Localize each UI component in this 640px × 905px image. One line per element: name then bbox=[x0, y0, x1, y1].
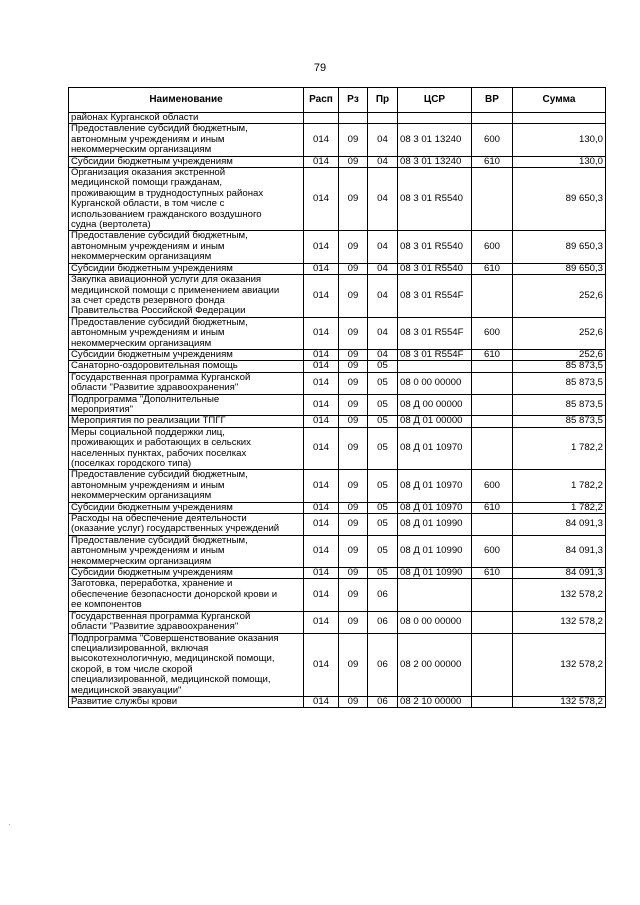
cell-name-text: Меры социальной поддержки лиц, проживающих и работающих в сельских населенных пунктах, рабочих поселках (поселках городского типа) bbox=[71, 426, 251, 469]
cell-name bbox=[69, 579, 304, 611]
cell-csr: 08 3 01 R5540 bbox=[398, 168, 472, 231]
cell-pr: 06 bbox=[368, 696, 398, 707]
table-row bbox=[69, 231, 606, 263]
table-header-row bbox=[69, 88, 606, 113]
cell-rasp: 014 bbox=[304, 633, 339, 696]
cell-pr bbox=[368, 113, 398, 124]
cell-sum: 252,6 bbox=[513, 349, 606, 360]
cell-pr: 04 bbox=[368, 317, 398, 349]
column-header-rz: Рз bbox=[339, 88, 368, 113]
cell-rz: 09 bbox=[339, 124, 368, 156]
cell-name-text: Предоставление субсидий бюджетным, автономным учреждениям и иным некоммерческим организациям bbox=[71, 469, 248, 502]
cell-csr: 08 3 01 13240 bbox=[398, 124, 472, 156]
cell-pr: 04 bbox=[368, 124, 398, 156]
cell-name-text: Заготовка, переработка, хранение и обеспечение безопасности донорской крови и ее компонентов bbox=[71, 578, 278, 611]
cell-vr bbox=[472, 394, 513, 416]
cell-vr bbox=[472, 696, 513, 707]
cell-csr: 08 3 01 R5540 bbox=[398, 231, 472, 263]
cell-pr: 05 bbox=[368, 514, 398, 536]
cell-sum: 130,0 bbox=[513, 156, 606, 167]
cell-sum: 132 578,2 bbox=[513, 579, 606, 611]
column-header-name: Наименование bbox=[69, 88, 304, 113]
cell-vr bbox=[472, 372, 513, 394]
cell-name bbox=[69, 394, 304, 416]
table-row bbox=[69, 696, 606, 707]
cell-rz: 09 bbox=[339, 611, 368, 633]
table-row bbox=[69, 514, 606, 536]
cell-pr: 05 bbox=[368, 416, 398, 427]
cell-name bbox=[69, 611, 304, 633]
cell-rasp: 014 bbox=[304, 502, 339, 513]
table-row bbox=[69, 394, 606, 416]
table-row bbox=[69, 535, 606, 567]
table-row bbox=[69, 502, 606, 513]
cell-rasp: 014 bbox=[304, 394, 339, 416]
cell-vr bbox=[472, 168, 513, 231]
table-row bbox=[69, 427, 606, 470]
cell-name bbox=[69, 275, 304, 318]
cell-csr: 08 Д 01 10990 bbox=[398, 568, 472, 579]
cell-csr: 08 2 10 00000 bbox=[398, 696, 472, 707]
cell-csr: 08 3 01 R5540 bbox=[398, 263, 472, 274]
cell-name-text: Предоставление субсидий бюджетным, автономным учреждениям и иным некоммерческим организациям bbox=[71, 123, 248, 156]
cell-sum: 1 782,2 bbox=[513, 427, 606, 470]
cell-rz: 09 bbox=[339, 349, 368, 360]
cell-pr: 05 bbox=[368, 427, 398, 470]
cell-rasp: 014 bbox=[304, 611, 339, 633]
cell-pr: 05 bbox=[368, 502, 398, 513]
cell-vr bbox=[472, 275, 513, 318]
cell-rz: 09 bbox=[339, 470, 368, 502]
cell-sum: 89 650,3 bbox=[513, 231, 606, 263]
cell-sum: 85 873,5 bbox=[513, 416, 606, 427]
cell-rasp: 014 bbox=[304, 427, 339, 470]
cell-vr: 610 bbox=[472, 568, 513, 579]
table-row bbox=[69, 611, 606, 633]
cell-vr: 610 bbox=[472, 156, 513, 167]
cell-sum: 132 578,2 bbox=[513, 696, 606, 707]
table-row bbox=[69, 579, 606, 611]
cell-csr: 08 0 00 00000 bbox=[398, 372, 472, 394]
column-header-csr: ЦСР bbox=[398, 88, 472, 113]
cell-sum: 85 873,5 bbox=[513, 372, 606, 394]
cell-csr: 08 Д 01 00000 bbox=[398, 416, 472, 427]
table-row bbox=[69, 361, 606, 372]
cell-pr: 05 bbox=[368, 394, 398, 416]
table-row bbox=[69, 263, 606, 274]
cell-rasp: 014 bbox=[304, 275, 339, 318]
cell-name bbox=[69, 502, 304, 513]
cell-vr bbox=[472, 427, 513, 470]
table-row bbox=[69, 372, 606, 394]
cell-sum: 84 091,3 bbox=[513, 535, 606, 567]
column-header-rasp: Расп bbox=[304, 88, 339, 113]
cell-pr: 05 bbox=[368, 535, 398, 567]
cell-rasp: 014 bbox=[304, 416, 339, 427]
cell-vr: 600 bbox=[472, 317, 513, 349]
cell-rasp: 014 bbox=[304, 514, 339, 536]
cell-name bbox=[69, 231, 304, 263]
cell-name-text: Субсидии бюджетным учреждениям bbox=[71, 501, 233, 513]
cell-sum: 252,6 bbox=[513, 275, 606, 318]
cell-rasp: 014 bbox=[304, 317, 339, 349]
cell-csr: 08 Д 01 10970 bbox=[398, 502, 472, 513]
cell-rz: 09 bbox=[339, 394, 368, 416]
cell-csr: 08 2 00 00000 bbox=[398, 633, 472, 696]
cell-name bbox=[69, 633, 304, 696]
cell-csr bbox=[398, 579, 472, 611]
cell-sum: 132 578,2 bbox=[513, 611, 606, 633]
cell-pr: 04 bbox=[368, 156, 398, 167]
cell-name-text: Субсидии бюджетным учреждениям bbox=[71, 155, 233, 167]
table-row bbox=[69, 275, 606, 318]
cell-csr: 08 3 01 13240 bbox=[398, 156, 472, 167]
cell-csr: 08 Д 01 10970 bbox=[398, 427, 472, 470]
budget-table bbox=[68, 87, 606, 708]
cell-pr: 05 bbox=[368, 372, 398, 394]
cell-vr: 600 bbox=[472, 470, 513, 502]
cell-name bbox=[69, 124, 304, 156]
cell-sum: 132 578,2 bbox=[513, 633, 606, 696]
cell-name bbox=[69, 372, 304, 394]
cell-name bbox=[69, 696, 304, 707]
table-row bbox=[69, 633, 606, 696]
cell-rasp: 014 bbox=[304, 361, 339, 372]
cell-rz: 09 bbox=[339, 427, 368, 470]
cell-vr bbox=[472, 579, 513, 611]
cell-name-text: Предоставление субсидий бюджетным, автономным учреждениям и иным некоммерческим организациям bbox=[71, 534, 248, 567]
cell-rz: 09 bbox=[339, 416, 368, 427]
cell-rz: 09 bbox=[339, 263, 368, 274]
cell-rasp: 014 bbox=[304, 470, 339, 502]
cell-rz: 09 bbox=[339, 156, 368, 167]
cell-name-text: Организация оказания экстренной медицинской помощи гражданам, проживающим в труднодоступных районах Курганской области, в том числе с использованием гражданского воздушного судна (вертолета) bbox=[71, 167, 264, 231]
cell-vr bbox=[472, 113, 513, 124]
cell-name bbox=[69, 156, 304, 167]
cell-name bbox=[69, 168, 304, 231]
cell-vr: 600 bbox=[472, 124, 513, 156]
cell-sum: 130,0 bbox=[513, 124, 606, 156]
cell-pr: 05 bbox=[368, 568, 398, 579]
cell-pr: 06 bbox=[368, 611, 398, 633]
cell-rasp: 014 bbox=[304, 696, 339, 707]
column-header-sum: Сумма bbox=[513, 88, 606, 113]
cell-rz: 09 bbox=[339, 579, 368, 611]
cell-name-text: Расходы на обеспечение деятельности (оказание услуг) государственных учреждений bbox=[71, 513, 280, 535]
cell-name bbox=[69, 470, 304, 502]
cell-rasp: 014 bbox=[304, 231, 339, 263]
cell-pr: 05 bbox=[368, 470, 398, 502]
table-row bbox=[69, 168, 606, 231]
cell-csr: 08 3 01 R554F bbox=[398, 349, 472, 360]
cell-name bbox=[69, 416, 304, 427]
cell-rasp: 014 bbox=[304, 535, 339, 567]
cell-pr: 04 bbox=[368, 168, 398, 231]
cell-name-text: районах Курганской области bbox=[71, 112, 199, 123]
cell-rz: 09 bbox=[339, 696, 368, 707]
cell-name-text: Мероприятия по реализации ТПГГ bbox=[71, 415, 226, 427]
cell-csr: 08 Д 01 10970 bbox=[398, 470, 472, 502]
column-header-pr: Пр bbox=[368, 88, 398, 113]
cell-vr: 610 bbox=[472, 263, 513, 274]
cell-name-text: Предоставление субсидий бюджетным, автономным учреждениям и иным некоммерческим организациям bbox=[71, 230, 248, 263]
cell-sum: 85 873,5 bbox=[513, 394, 606, 416]
cell-name-text: Государственная программа Курганской области "Развитие здравоохранения" bbox=[71, 610, 251, 633]
cell-pr: 04 bbox=[368, 349, 398, 360]
cell-vr: 600 bbox=[472, 535, 513, 567]
cell-name bbox=[69, 349, 304, 360]
cell-rz: 09 bbox=[339, 568, 368, 579]
cell-name bbox=[69, 514, 304, 536]
cell-vr: 610 bbox=[472, 502, 513, 513]
cell-name bbox=[69, 361, 304, 372]
cell-name bbox=[69, 263, 304, 274]
cell-pr: 04 bbox=[368, 231, 398, 263]
cell-rz: 09 bbox=[339, 317, 368, 349]
cell-name bbox=[69, 535, 304, 567]
cell-rz: 09 bbox=[339, 633, 368, 696]
table-row bbox=[69, 113, 606, 124]
page-number: 79 bbox=[313, 62, 327, 74]
cell-name-text: Государственная программа Курганской области "Развитие здравоохранения" bbox=[71, 371, 251, 394]
cell-rasp: 014 bbox=[304, 349, 339, 360]
cell-pr: 04 bbox=[368, 263, 398, 274]
column-header-vr: ВР bbox=[472, 88, 513, 113]
cell-name bbox=[69, 427, 304, 470]
cell-name-text: Предоставление субсидий бюджетным, автономным учреждениям и иным некоммерческим организациям bbox=[71, 316, 248, 349]
cell-vr bbox=[472, 514, 513, 536]
table-row bbox=[69, 317, 606, 349]
cell-rz: 09 bbox=[339, 535, 368, 567]
cell-name-text: Закупка авиационной услуги для оказания медицинской помощи с применением авиации за счет средств резервного фонда Правительства Российской Федерации bbox=[71, 274, 280, 317]
cell-rz: 09 bbox=[339, 231, 368, 263]
cell-rz: 09 bbox=[339, 372, 368, 394]
cell-sum: 89 650,3 bbox=[513, 263, 606, 274]
cell-rasp: 014 bbox=[304, 156, 339, 167]
cell-sum: 1 782,2 bbox=[513, 502, 606, 513]
cell-csr: 08 Д 01 10990 bbox=[398, 535, 472, 567]
cell-vr: 610 bbox=[472, 349, 513, 360]
cell-rz: 09 bbox=[339, 514, 368, 536]
table-row bbox=[69, 349, 606, 360]
cell-name bbox=[69, 113, 304, 124]
cell-rasp: 014 bbox=[304, 579, 339, 611]
cell-sum: 1 782,2 bbox=[513, 470, 606, 502]
cell-csr: 08 Д 01 10990 bbox=[398, 514, 472, 536]
cell-rasp: 014 bbox=[304, 168, 339, 231]
cell-rasp: 014 bbox=[304, 568, 339, 579]
table-row bbox=[69, 416, 606, 427]
cell-name-text: Субсидии бюджетным учреждениям bbox=[71, 567, 233, 579]
cell-vr bbox=[472, 611, 513, 633]
cell-pr: 04 bbox=[368, 275, 398, 318]
cell-rasp: 014 bbox=[304, 263, 339, 274]
cell-sum: 252,6 bbox=[513, 317, 606, 349]
cell-sum bbox=[513, 113, 606, 124]
table-row bbox=[69, 568, 606, 579]
cell-name-text: Подпрограмма "Совершенствование оказания специализированной, включая высокотехнологичную, медицинской помощи, скорой, в том числе скорой специализированной, медицинской помощи, медицинской эвакуации" bbox=[71, 632, 279, 696]
cell-pr: 06 bbox=[368, 579, 398, 611]
cell-csr bbox=[398, 361, 472, 372]
cell-csr: 08 3 01 R554F bbox=[398, 317, 472, 349]
cell-rz: 09 bbox=[339, 168, 368, 231]
cell-name-text: Субсидии бюджетным учреждениям bbox=[71, 262, 233, 274]
cell-csr: 08 0 00 00000 bbox=[398, 611, 472, 633]
cell-csr: 08 3 01 R554F bbox=[398, 275, 472, 318]
cell-sum: 85 873,5 bbox=[513, 361, 606, 372]
cell-vr bbox=[472, 416, 513, 427]
cell-pr: 05 bbox=[368, 361, 398, 372]
cell-vr bbox=[472, 361, 513, 372]
table-row bbox=[69, 124, 606, 156]
cell-rasp bbox=[304, 113, 339, 124]
cell-csr bbox=[398, 113, 472, 124]
cell-sum: 89 650,3 bbox=[513, 168, 606, 231]
cell-name bbox=[69, 568, 304, 579]
cell-rz: 09 bbox=[339, 275, 368, 318]
margin-dot: · bbox=[8, 820, 11, 829]
cell-name-text: Подпрограмма "Дополнительные мероприятия" bbox=[71, 393, 220, 415]
cell-vr: 600 bbox=[472, 231, 513, 263]
cell-rasp: 014 bbox=[304, 372, 339, 394]
cell-csr: 08 Д 00 00000 bbox=[398, 394, 472, 416]
cell-pr: 06 bbox=[368, 633, 398, 696]
table-row bbox=[69, 156, 606, 167]
table-body bbox=[69, 113, 606, 708]
table-row bbox=[69, 470, 606, 502]
cell-name-text: Санаторно-оздоровительная помощь bbox=[71, 360, 238, 372]
cell-name-text: Субсидии бюджетным учреждениям bbox=[71, 348, 233, 360]
cell-rasp: 014 bbox=[304, 124, 339, 156]
cell-sum: 84 091,3 bbox=[513, 514, 606, 536]
cell-sum: 84 091,3 bbox=[513, 568, 606, 579]
cell-name bbox=[69, 317, 304, 349]
cell-rz: 09 bbox=[339, 361, 368, 372]
cell-rz bbox=[339, 113, 368, 124]
cell-name-text: Развитие службы крови bbox=[71, 695, 178, 707]
cell-vr bbox=[472, 633, 513, 696]
cell-rz: 09 bbox=[339, 502, 368, 513]
